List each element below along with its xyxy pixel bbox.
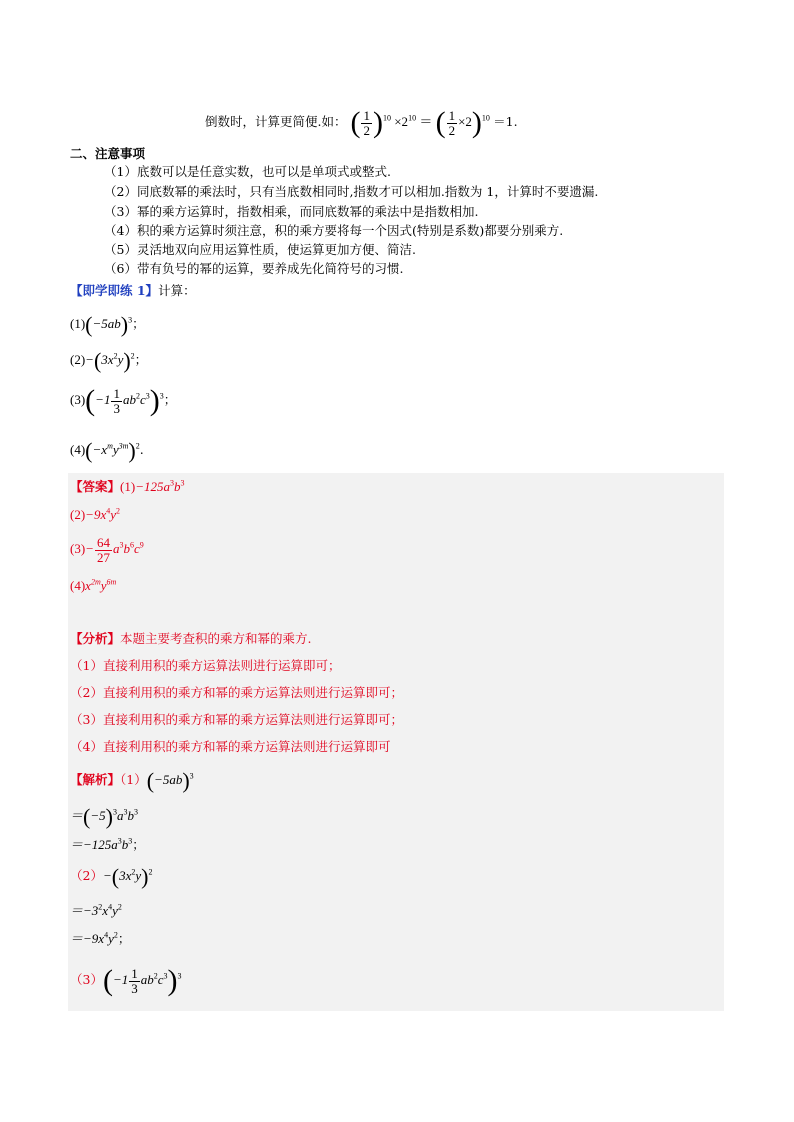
analysis-item-4: （4）直接利用积的乘方和幂的乘方运算法则进行运算即可 xyxy=(70,739,391,754)
solution-1-header: 【解析】$(1)(-5ab)^3$ xyxy=(70,768,194,793)
section-heading: 二、注意事项 xyxy=(70,146,146,161)
solution-2-step-2: $=-9x^4y^2$； xyxy=(70,930,131,946)
example-line xyxy=(205,108,518,138)
solution-1-step-1: $=(-5)^3a^3b^3$ xyxy=(70,804,138,829)
note-item-5: （5）灵活地双向应用运算性质，使运算更加方便、简洁. xyxy=(104,242,416,257)
analysis-tag: 【分析】 xyxy=(70,631,121,646)
note-item-1: （1）底数可以是任意实数，也可以是单项式或整式. xyxy=(104,164,391,179)
problem-3: (3)(−1 $\frac{1}{3}$ $ab^2c^3)^3$； xyxy=(70,384,177,417)
problem-2: $(2)-(3x^2y)^2$； xyxy=(70,348,148,373)
note-item-2: （2）同底数幂的乘法时，只有当底数相同时,指数才可以相加.指数为 1，计算时不要遗漏. xyxy=(104,184,599,199)
solution-1-step-2: $=-125a^3b^3$； xyxy=(70,836,145,852)
solution-3-header: （3）(−1 $\frac{1}{3}$ $ab^2c^3)^3$ xyxy=(70,964,182,997)
problem-1: $(1)(-5ab)^3$； xyxy=(70,312,145,337)
answer-3: (3)− $\frac{64}{27}$ $a^3b^6c^9$ xyxy=(70,535,144,565)
practice-header xyxy=(70,282,196,300)
analysis-item-1: （1）直接利用积的乘方运算法则进行运算即可； xyxy=(70,658,341,673)
example-tail: ＝1. xyxy=(493,113,518,129)
problem-4: $(4)(-x^my^{3m})^2$. xyxy=(70,438,144,463)
analysis-item-2: （2）直接利用积的乘方和幂的乘方运算法则进行运算即可； xyxy=(70,685,403,700)
answer-4: $(4)x^{2m}y^{6m}$ xyxy=(70,577,117,593)
note-item-4: （4）积的乘方运算时须注意，积的乘方要将每一个因式(特别是系数)都要分别乘方. xyxy=(104,223,564,238)
practice-text: 计算： xyxy=(158,283,196,298)
note-item-6: （6）带有负号的幂的运算，要养成先化简符号的习惯. xyxy=(104,261,404,276)
answer-2: $(2)-9x^4y^2$ xyxy=(70,506,121,522)
solution-2-header: $(2)-(3x^2y)^2$ xyxy=(70,864,153,889)
analysis-header: 【分析】本题主要考查积的乘方和幂的乘方. xyxy=(70,631,312,646)
note-item-3: （3）幂的乘方运算时，指数相乘，而同底数幂的乘法中是指数相加. xyxy=(104,204,479,219)
solution-tag: 【解析】 xyxy=(70,771,121,787)
answer-1: 【答案】$(1)-125a^3b^3$ xyxy=(70,478,185,494)
answer-tag: 【答案】 xyxy=(70,479,121,494)
practice-tag: 【即学即练 1】 xyxy=(70,283,159,298)
solution-2-step-1: $=-3^2x^4y^2$ xyxy=(70,902,122,918)
example-text: 倒数时，计算更简便.如： xyxy=(205,113,347,129)
analysis-item-3: （3）直接利用积的乘方和幂的乘方运算法则进行运算即可； xyxy=(70,712,403,727)
example-formula: ( $\frac{1}{2}$ )$^{10} \times 2^{10}$ ＝ ( $\frac{1}{2}$ ×2)$^{10}$ xyxy=(350,106,490,139)
